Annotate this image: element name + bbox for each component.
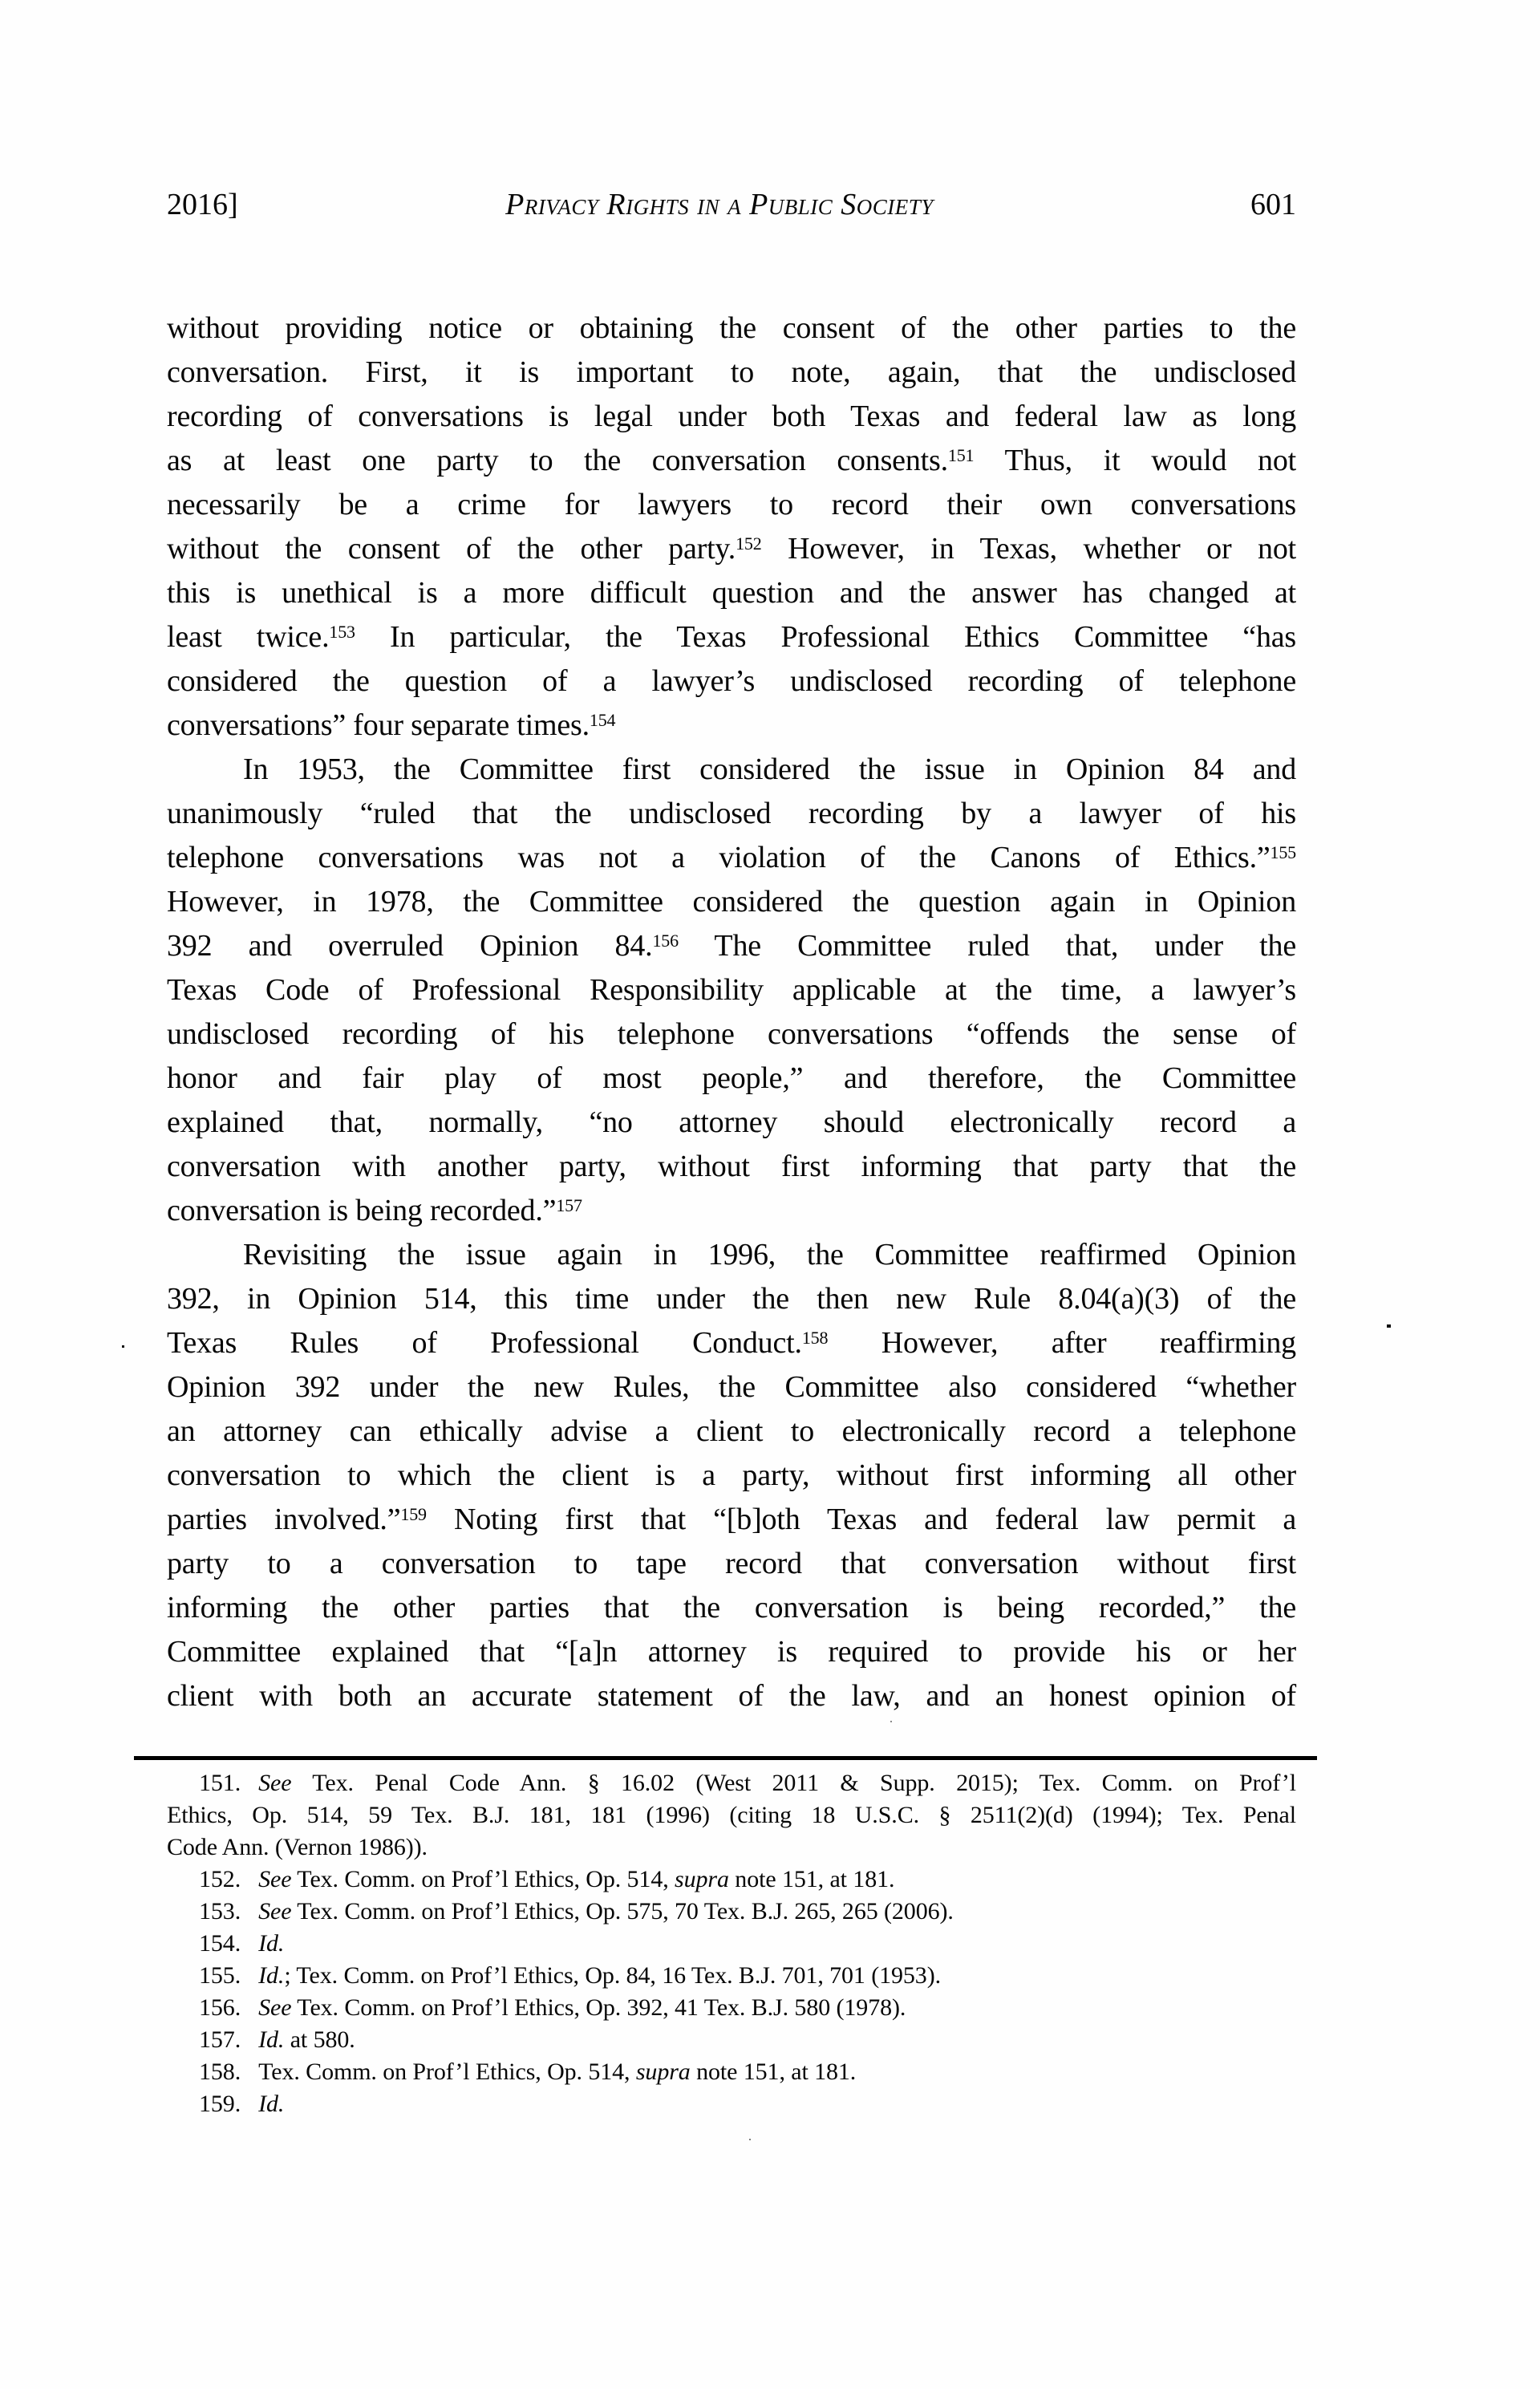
body-line: as at least one party to the conversation consents.$^{151}$ Thus, it would not	[167, 444, 1296, 477]
body-line: an attorney can ethically advise a client to electronically record a telephone	[167, 1414, 1296, 1448]
body-line: party to a conversation to tape record that conversation without first	[167, 1547, 1296, 1580]
body-line: without the consent of the other party.$^{152}$ However, in Texas, whether or not	[167, 532, 1296, 566]
scan-speck	[122, 1345, 124, 1348]
body-line: necessarily be a crime for lawyers to record their own conversations	[167, 488, 1296, 521]
footnote-reference: 158	[801, 1327, 829, 1348]
body-line: considered the question of a lawyer’s undisclosed recording of telephone	[167, 664, 1296, 698]
footnote-reference: 153	[329, 621, 355, 642]
footnote-item	[167, 2056, 1296, 2088]
footnote-item	[167, 1864, 1296, 1896]
body-line: conversations” four separate times.$^{154}$	[167, 708, 616, 742]
footnotes	[167, 1767, 1296, 2120]
footnote-item	[167, 1767, 1296, 1864]
body-line: telephone conversations was not a violation of the Canons of Ethics.”$^{155}$	[167, 841, 1296, 874]
italic-text: Id.	[258, 2091, 285, 2117]
body-line: Committee explained that “[a]n attorney is required to provide his or her	[167, 1635, 1296, 1669]
footnote-reference: 159	[400, 1503, 427, 1524]
body-line: Revisiting the issue again in 1996, the Committee reaffirmed Opinion	[243, 1238, 1296, 1272]
footnote-line: Ethics, Op. 514, 59 Tex. B.J. 181, 181 (1996) (citing 18 U.S.C. § 2511(2)(d) (1994); Tex. Penal	[167, 1802, 1296, 1828]
italic-text: Id.	[258, 1930, 285, 1957]
italic-text: See	[258, 1994, 292, 2021]
header-page-number: 601	[1250, 188, 1296, 221]
body-line: undisclosed recording of his telephone conversations “offends the sense of	[167, 1017, 1296, 1051]
scan-speck	[749, 2139, 751, 2140]
footnote-reference: 151	[947, 444, 975, 465]
body-line: client with both an accurate statement of the law, and an honest opinion of	[167, 1679, 1296, 1713]
footnote-reference: 156	[652, 930, 679, 951]
italic-text: See	[258, 1770, 292, 1796]
body-line: conversation. First, it is important to note, again, that the undisclosed	[167, 355, 1296, 389]
footnote-line: 156. See Tex. Comm. on Prof’l Ethics, Op. 392, 41 Tex. B.J. 580 (1978).	[199, 1994, 906, 2021]
italic-text: Id.	[258, 1962, 285, 1989]
italic-text: supra	[635, 2058, 691, 2085]
footnote-line: 153. See Tex. Comm. on Prof’l Ethics, Op. 575, 70 Tex. B.J. 265, 265 (2006).	[199, 1898, 954, 1925]
body-line: Texas Code of Professional Responsibility applicable at the time, a lawyer’s	[167, 973, 1296, 1007]
paragraph	[167, 748, 1296, 1233]
footnote-line: 157. Id. at 580.	[199, 2026, 355, 2053]
body-line: parties involved.”$^{159}$ Noting first that “[b]oth Texas and federal law permit a	[167, 1503, 1296, 1536]
body-line: unanimously “ruled that the undisclosed recording by a lawyer of his	[167, 797, 1296, 830]
footnote-reference: 152	[736, 533, 762, 554]
footnote-line: 158. Tex. Comm. on Prof’l Ethics, Op. 514, supra note 151, at 181.	[199, 2058, 857, 2085]
italic-text: Id.	[258, 2026, 285, 2053]
footnote-item	[167, 2024, 1296, 2056]
footnote-separator-rule	[134, 1756, 1317, 1760]
footnote-item	[167, 2088, 1296, 2120]
footnote-line: 151. See Tex. Penal Code Ann. § 16.02 (West 2011 & Supp. 2015); Tex. Comm. on Prof’l	[199, 1770, 1296, 1796]
scan-speck	[1387, 1324, 1391, 1328]
footnote-reference: 154	[589, 709, 616, 730]
body-line: recording of conversations is legal under both Texas and federal law as long	[167, 400, 1296, 433]
body-line: Opinion 392 under the new Rules, the Committee also considered “whether	[167, 1370, 1296, 1404]
body-line: this is unethical is a more difficult question and the answer has changed at	[167, 576, 1296, 610]
body-line: least twice.$^{153}$ In particular, the Texas Professional Ethics Committee “has	[167, 620, 1296, 654]
body-line: informing the other parties that the conversation is being recorded,” the	[167, 1591, 1296, 1624]
footnote-line: 152. See Tex. Comm. on Prof’l Ethics, Op. 514, supra note 151, at 181.	[199, 1866, 895, 1892]
italic-text: See	[258, 1866, 292, 1892]
body-line: conversation to which the client is a party, without first informing all other	[167, 1458, 1296, 1492]
body-line: In 1953, the Committee first considered the issue in Opinion 84 and	[243, 752, 1296, 786]
body-text	[167, 306, 1296, 1718]
scan-speck	[890, 1721, 892, 1722]
footnote-line: 155. Id.; Tex. Comm. on Prof’l Ethics, Op. 84, 16 Tex. B.J. 701, 701 (1953).	[199, 1962, 941, 1989]
italic-text: supra	[675, 1866, 729, 1892]
footnote-item	[167, 1992, 1296, 2024]
footnote-item	[167, 1960, 1296, 1992]
body-line: without providing notice or obtaining the consent of the other parties to the	[167, 311, 1296, 345]
header-year: 2016]	[167, 188, 238, 221]
paragraph	[167, 1233, 1296, 1718]
header-running-title: Privacy Rights in a Public Society	[505, 188, 934, 221]
body-line: 392, in Opinion 514, this time under the then new Rule 8.04(a)(3) of the	[167, 1282, 1296, 1316]
footnote-reference: 155	[1270, 842, 1296, 862]
body-line: conversation is being recorded.”$^{157}$	[167, 1194, 582, 1227]
italic-text: See	[258, 1898, 292, 1925]
body-line: conversation with another party, without first informing that party that the	[167, 1150, 1296, 1183]
body-line: explained that, normally, “no attorney should electronically record a	[167, 1105, 1296, 1139]
body-line: honor and fair play of most people,” and therefore, the Committee	[167, 1061, 1296, 1095]
footnote-line: Code Ann. (Vernon 1986)).	[167, 1834, 428, 1860]
footnote-line: 154. Id.	[199, 1930, 285, 1957]
footnote-item	[167, 1896, 1296, 1928]
footnote-item	[167, 1928, 1296, 1960]
body-line: Texas Rules of Professional Conduct.$^{158}$ However, after reaffirming	[167, 1326, 1296, 1360]
body-line: However, in 1978, the Committee considered the question again in Opinion	[167, 885, 1296, 919]
footnote-line: 159. Id.	[199, 2091, 285, 2117]
paragraph	[167, 306, 1296, 748]
footnote-reference: 157	[556, 1194, 582, 1215]
running-header	[167, 187, 1296, 229]
body-line: 392 and overruled Opinion 84.$^{156}$ The Committee ruled that, under the	[167, 929, 1297, 963]
